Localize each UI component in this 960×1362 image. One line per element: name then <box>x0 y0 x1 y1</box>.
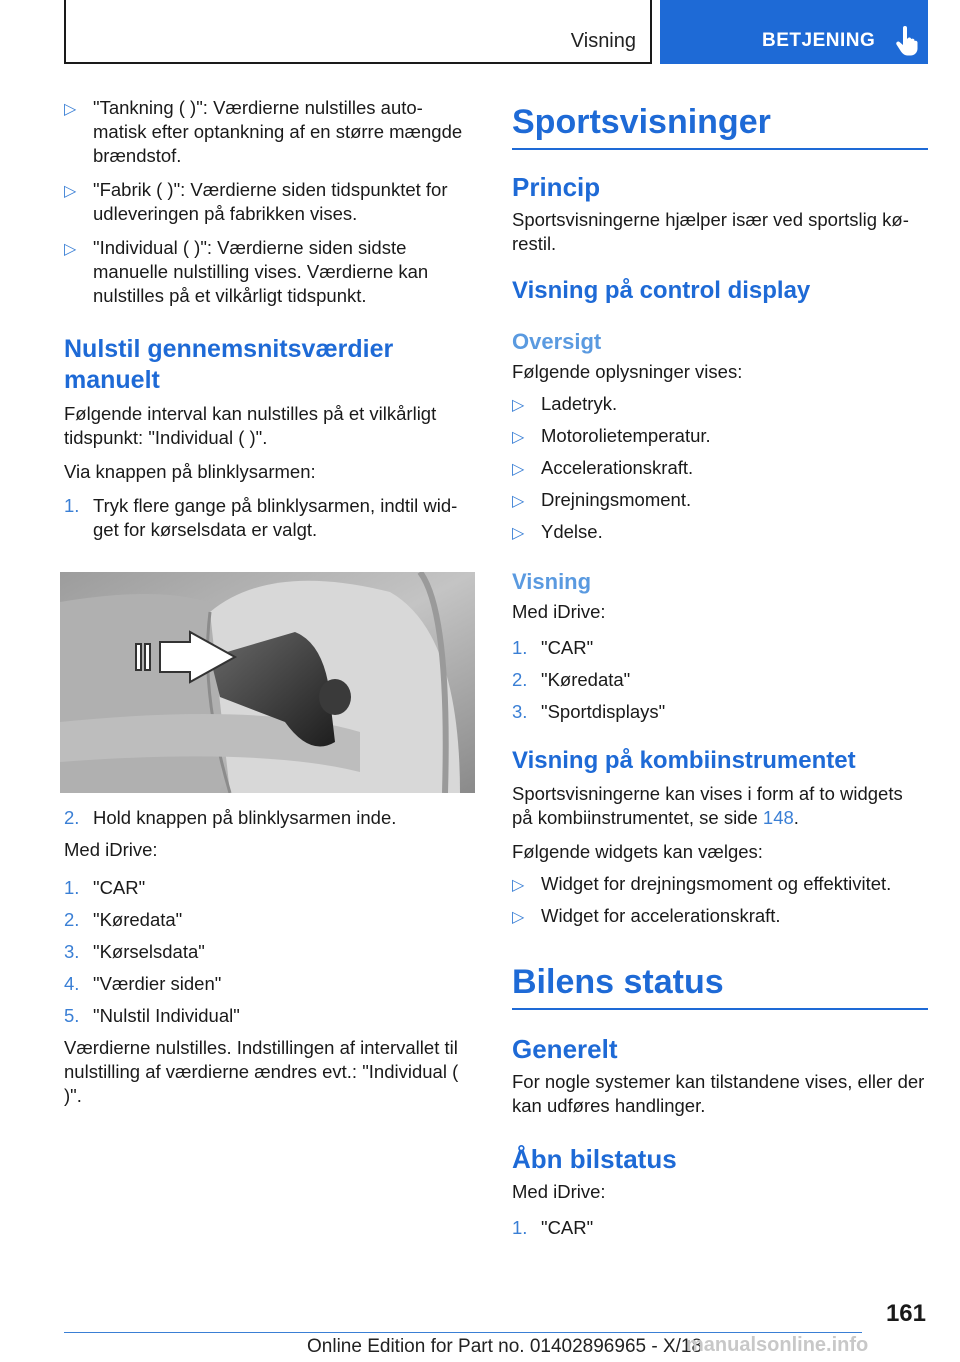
title-sportsvisninger: Sportsvisninger <box>512 103 771 141</box>
princip-text: Sportsvisningerne hjælper især ved sportslig kø-restil. <box>512 209 909 254</box>
list-item-text: Ladetryk. <box>541 393 618 414</box>
step-text: "Nulstil Individual" <box>93 1005 240 1026</box>
step-number: 2. <box>512 669 528 690</box>
list-item <box>512 520 928 544</box>
closing-text: Værdierne nulstilles. Indstillingen af intervallet til nulstilling af værdierne ændres evt.: "Individual ( )". <box>64 1037 459 1106</box>
step-text: "CAR" <box>541 637 594 658</box>
button-steps <box>64 494 474 542</box>
step-text: "Værdier siden" <box>93 973 222 994</box>
page-number: 161 <box>885 1300 926 1327</box>
visning-text: Med iDrive: <box>512 601 606 622</box>
heading-visning: Visning <box>512 569 592 594</box>
generelt-text: For nogle systemer kan tilstandene vises, eller der kan udføres handlinger. <box>512 1071 925 1116</box>
header-title: Visning <box>570 30 636 52</box>
list-item-text: Drejningsmoment. <box>541 489 692 510</box>
heading-control-display: Visning på control display <box>512 277 811 304</box>
triangle-bullet-icon: ▷ <box>512 493 525 510</box>
step-text: "Køredata" <box>541 669 631 690</box>
page-link-148[interactable]: 148 <box>762 807 794 828</box>
list-item <box>512 488 928 512</box>
list-item <box>512 636 928 660</box>
kombi-text-post: . <box>793 807 799 828</box>
list-item <box>64 494 474 542</box>
list-item-text: Ydelse. <box>541 521 603 542</box>
header-section-label: BETJENING <box>762 30 876 51</box>
widgets-list <box>512 872 928 928</box>
reset-intro: Følgende interval kan nulstilles på et vilkårligt tidspunkt: "Individual ( )". <box>64 403 437 448</box>
heading-aabn-bilstatus: Åbn bilstatus <box>512 1144 677 1174</box>
oversigt-list <box>512 392 928 544</box>
triangle-bullet-icon: ▷ <box>512 877 525 894</box>
list-item <box>512 872 928 896</box>
step-number: 4. <box>64 973 80 994</box>
button-steps-continued <box>64 806 474 830</box>
title-rule <box>512 1008 928 1010</box>
list-item <box>64 876 474 900</box>
list-item-text: "Tankning ( )": Værdierne nulstilles auto-matisk efter optankning af en større mængde brændstof. <box>93 97 463 166</box>
step-text: "Køredata" <box>93 909 183 930</box>
triangle-bullet-icon: ▷ <box>512 525 525 542</box>
list-item-text: "Fabrik ( )": Værdierne siden tidspunktet for udleveringen på fabrikken vises. <box>93 179 448 224</box>
right-column <box>512 102 928 1240</box>
list-item <box>64 908 474 932</box>
list-item-text: Motorolietemperatur. <box>541 425 711 446</box>
page-header <box>64 0 928 64</box>
widgets-text: Følgende widgets kan vælges: <box>512 841 763 862</box>
step-number: 1. <box>64 877 80 898</box>
list-item <box>512 456 928 480</box>
list-item <box>512 392 928 416</box>
aabn-text: Med iDrive: <box>512 1181 606 1202</box>
list-item <box>64 1004 474 1028</box>
footer-rule <box>64 1332 862 1333</box>
footer-edition: Online Edition for Part no. 01402896965 - X/18 <box>307 1336 703 1357</box>
left-column <box>64 96 474 542</box>
list-item <box>512 668 928 692</box>
title-bilens-status: Bilens status <box>512 963 724 1001</box>
step-number: 2. <box>64 807 80 828</box>
triangle-bullet-icon: ▷ <box>512 429 525 446</box>
triangle-bullet-icon: ▷ <box>512 909 525 926</box>
step-number: 5. <box>64 1005 80 1026</box>
step-number: 3. <box>512 701 528 722</box>
list-item <box>512 904 928 928</box>
oversigt-text: Følgende oplysninger vises: <box>512 361 743 382</box>
list-item <box>64 806 474 830</box>
kombi-text <box>512 782 928 830</box>
list-item-text: Widget for drejningsmoment og effektivitet. <box>541 873 892 894</box>
list-item <box>64 96 474 168</box>
triangle-bullet-icon: ▷ <box>512 397 525 414</box>
step-number: 2. <box>64 909 80 930</box>
step-text: Hold knappen på blinklysarmen inde. <box>93 807 397 828</box>
pointing-hand-icon <box>894 26 918 56</box>
step-text: "Sportdisplays" <box>541 701 666 722</box>
triangle-bullet-icon: ▷ <box>64 183 77 200</box>
kombi-text-pre: Sportsvisningerne kan vises i form af to widgets på kombiinstrumentet, se side <box>512 783 903 828</box>
header-title-box <box>64 0 652 64</box>
triangle-bullet-icon: ▷ <box>512 461 525 478</box>
triangle-bullet-icon: ▷ <box>64 241 77 258</box>
list-item-text: Widget for accelerationskraft. <box>541 905 781 926</box>
idrive-steps <box>64 876 474 1028</box>
step-number: 3. <box>64 941 80 962</box>
list-item <box>64 236 474 308</box>
step-number: 1. <box>64 495 80 516</box>
watermark: manualsonline.info <box>686 1334 869 1356</box>
list-item <box>512 700 928 724</box>
step-number: 1. <box>512 1217 528 1238</box>
visning-steps <box>512 636 928 724</box>
step-text: Tryk flere gange på blinklysarmen, indtil wid-get for kørselsdata er valgt. <box>93 495 458 540</box>
step-number: 1. <box>512 637 528 658</box>
list-item <box>64 940 474 964</box>
title-rule <box>512 148 928 150</box>
list-item <box>64 178 474 226</box>
step-text: "CAR" <box>93 877 146 898</box>
list-item <box>512 1216 928 1240</box>
heading-generelt: Generelt <box>512 1034 618 1064</box>
idrive-label: Med iDrive: <box>64 839 158 860</box>
heading-kombiinstrument: Visning på kombiinstrumentet <box>512 747 856 774</box>
list-item <box>64 972 474 996</box>
list-item-text: "Individual ( )": Værdierne siden sidste manuelle nulstilling vises. Værdierne kan nulstilles på et vilkårligt tidspunkt. <box>93 237 429 306</box>
reset-options-list <box>64 96 474 308</box>
triangle-bullet-icon: ▷ <box>64 101 77 118</box>
section-heading-reset: Nulstil gennemsnitsværdier manuelt <box>64 335 394 394</box>
list-item <box>512 424 928 448</box>
heading-princip: Princip <box>512 172 601 202</box>
list-item-text: Accelerationskraft. <box>541 457 694 478</box>
heading-oversigt: Oversigt <box>512 329 602 354</box>
via-button-text: Via knappen på blinklysarmen: <box>64 461 316 482</box>
turn-signal-lever-illustration <box>60 572 475 793</box>
step-text: "CAR" <box>541 1217 594 1238</box>
step-text: "Kørselsdata" <box>93 941 205 962</box>
left-column-continued <box>64 806 474 1108</box>
header-section-tab <box>660 0 928 64</box>
aabn-steps <box>512 1216 928 1240</box>
